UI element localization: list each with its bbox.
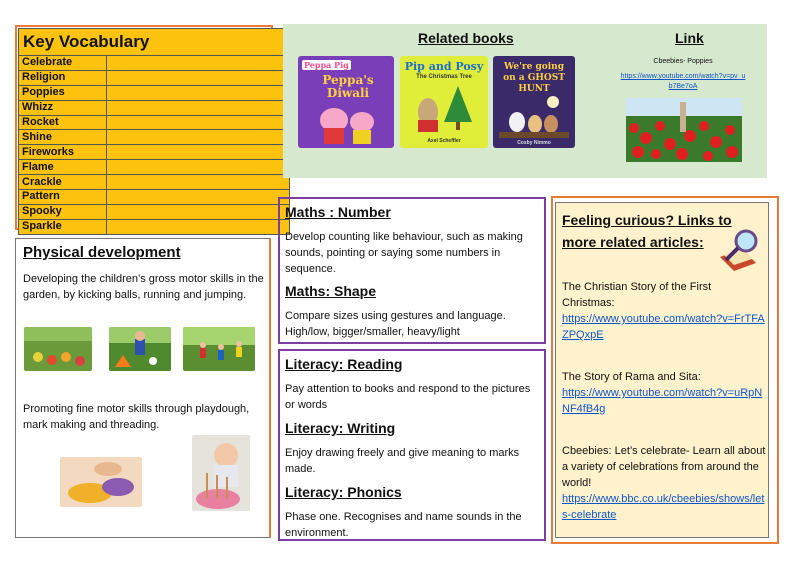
vocabulary-blank-cell (107, 219, 290, 234)
vocabulary-word: Pattern (19, 190, 107, 205)
threading-photo (192, 435, 250, 511)
curious-item1-text: The Christian Story of the First Christmas: (562, 281, 712, 309)
ghost-hunt-illustration (499, 92, 569, 138)
vocabulary-word: Whizz (19, 100, 107, 115)
vocabulary-word: Fireworks (19, 145, 107, 160)
playdough-photo (60, 457, 142, 507)
vocabulary-row (19, 115, 290, 130)
vocabulary-word: Poppies (19, 85, 107, 100)
vocabulary-row (19, 145, 290, 160)
maths-number-text: Develop counting like behaviour, such as making sounds, pointing or saying some numbers in sequence. (285, 231, 523, 275)
literacy-phonics-title: Literacy: Phonics (285, 484, 402, 500)
related-books-header: Related books (418, 30, 514, 46)
vocabulary-row (19, 190, 290, 205)
cbeebies-celebrate-link[interactable]: https://www.bbc.co.uk/cbeebies/shows/lets-celebrate (562, 493, 765, 521)
vocabulary-row (19, 85, 290, 100)
book-pip-and-posy[interactable]: Pip and Posy The Christmas Tree Axel Scheffler (400, 56, 488, 148)
peppa-illustration (312, 100, 382, 146)
rama-sita-link[interactable]: https://www.youtube.com/watch?v=uRpNNF4fB4g (562, 387, 763, 415)
vocabulary-word: Rocket (19, 115, 107, 130)
pip-posy-illustration (406, 82, 482, 138)
maths-number-title: Maths : Number (285, 204, 391, 220)
christmas-story-link[interactable]: https://www.youtube.com/watch?v=FrTFAZPQxpE (562, 313, 765, 341)
vocabulary-row (19, 56, 290, 71)
maths-shape-title: Maths: Shape (285, 283, 377, 299)
vocabulary-word: Celebrate (19, 56, 107, 71)
vocabulary-row (19, 204, 290, 219)
children-running-photo (183, 327, 255, 371)
curious-panel (555, 202, 769, 538)
vocabulary-blank-cell (107, 204, 290, 219)
physical-title: Physical development (23, 244, 181, 261)
vocabulary-blank-cell (107, 70, 290, 85)
vocabulary-word: Sparkle (19, 219, 107, 234)
vocabulary-blank-cell (107, 130, 290, 145)
vocabulary-blank-cell (107, 160, 290, 175)
child-kicking-photo (109, 327, 171, 371)
curious-item2-text: The Story of Rama and Sita: (562, 371, 701, 383)
vocabulary-word: Flame (19, 160, 107, 175)
literacy-writing-title: Literacy: Writing (285, 420, 396, 436)
vocabulary-word: Crackle (19, 175, 107, 190)
vocabulary-blank-cell (107, 145, 290, 160)
curious-title: Feeling curious? Links to more related articles: (562, 212, 732, 250)
vocabulary-word: Spooky (19, 204, 107, 219)
literacy-writing-text: Enjoy drawing freely and give meaning to marks made. (285, 447, 520, 475)
vocabulary-row (19, 160, 290, 175)
vocabulary-blank-cell (107, 115, 290, 130)
book-peppas-diwali[interactable]: Peppa Pig Peppa's Diwali (298, 56, 394, 148)
literacy-reading-title: Literacy: Reading (285, 356, 403, 372)
literacy-panel (278, 349, 546, 541)
link-caption: Cbeebies- Poppies (653, 58, 713, 65)
book-ghost-hunt[interactable]: We're going on a GHOST HUNT Cosby Nimmo (493, 56, 575, 148)
maths-panel (278, 197, 546, 344)
magnifier-book-icon (716, 227, 766, 275)
link-header: Link (675, 30, 704, 46)
physical-text-gross: Developing the children’s gross motor skills in the garden, by kicking balls, running and jumping. (23, 273, 264, 301)
vocabulary-blank-cell (107, 190, 290, 205)
vocabulary-row (19, 219, 290, 234)
vocabulary-word: Religion (19, 70, 107, 85)
poppies-video-link[interactable]: https://www.youtube.com/watch?v=pv_ub7Be7oA (620, 73, 746, 90)
vocabulary-word: Shine (19, 130, 107, 145)
literacy-phonics-text: Phase one. Recognises and name sounds in the environment. (285, 511, 522, 539)
vocabulary-row (19, 175, 290, 190)
related-books-panel (283, 24, 767, 178)
vocabulary-row (19, 70, 290, 85)
literacy-reading-text: Pay attention to books and respond to the pictures or words (285, 383, 531, 411)
vocabulary-blank-cell (107, 56, 290, 71)
vocabulary-blank-cell (107, 85, 290, 100)
physical-text-fine: Promoting fine motor skills through playdough, mark making and threading. (23, 403, 250, 431)
vocabulary-title: Key Vocabulary (19, 29, 290, 56)
vocabulary-table (18, 28, 290, 235)
poppies-field-image[interactable] (626, 98, 742, 162)
vocabulary-blank-cell (107, 100, 290, 115)
vocabulary-row (19, 100, 290, 115)
garden-balls-photo (24, 327, 92, 371)
vocabulary-row (19, 130, 290, 145)
curious-item3-text: Cbeebies: Let’s celebrate- Learn all about a variety of celebrations from around the world! (562, 445, 766, 489)
maths-shape-text: Compare sizes using gestures and language. High/low, bigger/smaller, heavy/light (285, 310, 506, 338)
vocabulary-blank-cell (107, 175, 290, 190)
physical-development-panel (15, 238, 271, 538)
